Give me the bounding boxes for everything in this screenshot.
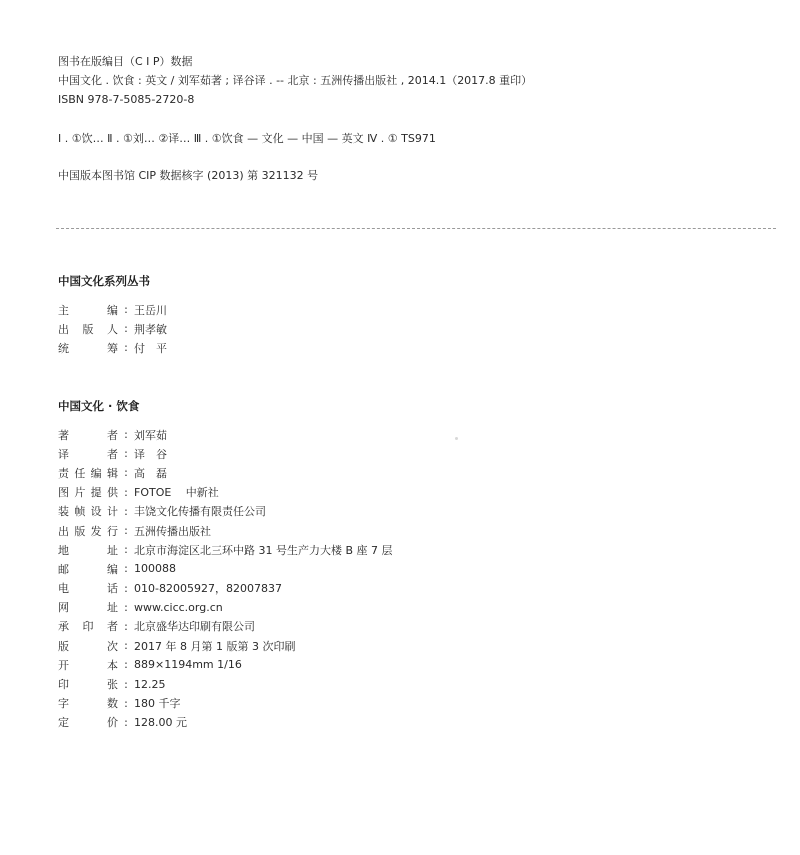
credit-label-char: 著 — [58, 428, 69, 442]
credit-label — [58, 695, 118, 711]
credit-row — [58, 559, 393, 578]
credit-label-char: 行 — [106, 524, 118, 538]
credit-row — [58, 598, 393, 617]
credit-label-char: 任 — [74, 466, 86, 480]
dashed-divider — [56, 228, 776, 229]
scan-speck — [455, 437, 458, 440]
credit-label-char: 网 — [58, 601, 69, 615]
cip-bibliographic-line: 中国文化 . 饮食 : 英文 / 刘军茹著 ; 译谷译 . -- 北京 : 五洲传播出版社 , 2014.1（2017.8 重印） — [58, 74, 533, 87]
credit-label-char: 址 — [107, 543, 118, 557]
series-credits — [58, 300, 167, 357]
credit-value: 高 磊 — [134, 466, 167, 480]
credit-label — [58, 302, 118, 318]
credit-label-char: 版 — [82, 322, 94, 336]
credit-label — [58, 580, 118, 596]
credit-label — [58, 340, 118, 356]
credit-label-char: 张 — [107, 678, 118, 692]
credit-label — [58, 427, 118, 443]
credit-row — [58, 463, 393, 482]
credit-row — [58, 425, 393, 444]
credit-label — [58, 618, 118, 634]
credit-label-char: 帧 — [74, 505, 86, 519]
credit-row — [58, 694, 393, 713]
credit-label-char: 版 — [74, 524, 86, 538]
credit-value: 付 平 — [134, 341, 167, 355]
credit-label — [58, 657, 118, 673]
cip-record-number: 中国版本图书馆 CIP 数据核字 (2013) 第 321132 号 — [58, 169, 319, 182]
credit-colon: : — [124, 428, 128, 442]
cip-heading: 图书在版编目（C I P）数据 — [58, 55, 193, 68]
credit-value: 译 谷 — [134, 447, 167, 461]
credit-value: 2017 年 8 月第 1 版第 3 次印刷 — [134, 639, 296, 653]
credit-label-char: 字 — [58, 697, 69, 711]
credit-label-char: 版 — [58, 639, 69, 653]
credit-value: www.cicc.org.cn — [134, 600, 223, 614]
credit-label-char: 出 — [58, 524, 69, 538]
credit-label-char: 者 — [107, 428, 118, 442]
credit-label-char: 计 — [106, 505, 118, 519]
credit-row — [58, 540, 393, 559]
credit-label-char: 图 — [58, 486, 69, 500]
credit-value: 180 千字 — [134, 697, 181, 711]
series-title: 中国文化系列丛书 — [58, 274, 150, 288]
credit-colon: : — [124, 696, 128, 710]
credit-label-char: 者 — [107, 447, 118, 461]
credit-row — [58, 655, 393, 674]
credit-label-char: 印 — [58, 678, 69, 692]
book-title: 中国文化 · 饮食 — [58, 399, 140, 413]
credit-row — [58, 617, 393, 636]
credit-value: 12.25 — [134, 677, 166, 691]
credit-label-char: 址 — [107, 601, 118, 615]
credit-label-char: 供 — [106, 486, 118, 500]
credit-label-char: 数 — [107, 697, 118, 711]
credit-row — [58, 502, 393, 521]
credit-colon: : — [124, 600, 128, 614]
credit-value: 010-82005927，82007837 — [134, 582, 282, 596]
credit-label — [58, 542, 118, 558]
credit-label-char: 定 — [58, 716, 69, 730]
credit-label-char: 编 — [90, 466, 102, 480]
credit-value: 五洲传播出版社 — [134, 524, 211, 538]
credit-label-char: 邮 — [58, 562, 69, 576]
credit-label-char: 次 — [107, 639, 118, 653]
credit-label-char: 编 — [107, 303, 118, 317]
credit-label — [58, 321, 118, 337]
credit-colon: : — [124, 677, 128, 691]
credit-colon: : — [124, 524, 128, 538]
credit-colon: : — [124, 543, 128, 557]
credit-label-char: 提 — [90, 486, 102, 500]
credit-row — [58, 444, 393, 463]
credit-label-char: 主 — [58, 303, 69, 317]
credit-label-char: 编 — [107, 562, 118, 576]
credit-colon: : — [124, 619, 128, 633]
credit-label-char: 承 — [58, 620, 69, 634]
cip-classification: Ⅰ . ①饮… Ⅱ . ①刘… ②译… Ⅲ . ①饮食 — 文化 — 中国 — 英文 Ⅳ . ① TS971 — [58, 132, 436, 145]
credit-label — [58, 523, 118, 539]
credit-label-char: 地 — [58, 543, 69, 557]
credit-label-char: 开 — [58, 658, 69, 672]
credit-value: 889×1194mm 1/16 — [134, 658, 242, 672]
credit-label-char: 人 — [107, 322, 118, 336]
credit-label — [58, 638, 118, 654]
credit-label — [58, 484, 118, 500]
credit-value: 王岳川 — [134, 303, 167, 317]
credit-row — [58, 300, 167, 319]
credit-label — [58, 561, 118, 577]
credit-label-char: 印 — [82, 620, 94, 634]
credit-value: 北京市海淀区北三环中路 31 号生产力大楼 B 座 7 层 — [134, 543, 393, 557]
credit-colon: : — [124, 341, 128, 354]
credit-label — [58, 503, 118, 519]
credit-colon: : — [124, 447, 128, 461]
credit-colon: : — [124, 658, 128, 672]
credit-label-char: 片 — [74, 486, 86, 500]
credit-colon: : — [124, 322, 128, 335]
credit-label — [58, 465, 118, 481]
credit-label-char: 辑 — [106, 466, 118, 480]
credit-label-char: 译 — [58, 447, 69, 461]
credit-row — [58, 713, 393, 732]
credit-label — [58, 599, 118, 615]
credit-label-char: 责 — [58, 466, 69, 480]
credit-label-char: 筹 — [107, 341, 118, 355]
credit-label-char: 统 — [58, 341, 69, 355]
credit-row — [58, 579, 393, 598]
credit-colon: : — [124, 485, 128, 499]
credit-label-char: 者 — [107, 620, 118, 634]
credit-label-char: 发 — [90, 524, 102, 538]
credit-value: 北京盛华达印刷有限公司 — [134, 620, 255, 634]
credit-row — [58, 674, 393, 693]
credit-row — [58, 319, 167, 338]
credit-label — [58, 714, 118, 730]
credit-label-char: 出 — [58, 322, 69, 336]
credit-label-char: 价 — [107, 716, 118, 730]
credit-value: 荆孝敏 — [134, 322, 167, 336]
credit-value: 丰饶文化传播有限责任公司 — [134, 505, 266, 519]
credit-colon: : — [124, 581, 128, 595]
credit-row — [58, 338, 167, 357]
book-credits — [58, 425, 393, 732]
credit-row — [58, 636, 393, 655]
credit-colon: : — [124, 504, 128, 518]
cip-isbn: ISBN 978-7-5085-2720-8 — [58, 93, 195, 106]
credit-colon: : — [124, 715, 128, 729]
credit-row — [58, 521, 393, 540]
credit-colon: : — [124, 562, 128, 576]
credit-label-char: 话 — [107, 582, 118, 596]
credit-label — [58, 446, 118, 462]
credit-value: 128.00 元 — [134, 716, 187, 730]
credit-colon: : — [124, 639, 128, 653]
credit-label-char: 电 — [58, 582, 69, 596]
credit-value: FOTOE 中新社 — [134, 486, 219, 500]
credit-label-char: 设 — [90, 505, 102, 519]
credit-value: 100088 — [134, 562, 176, 576]
credit-label-char: 装 — [58, 505, 69, 519]
cip-block — [58, 52, 778, 185]
credit-colon: : — [124, 303, 128, 316]
credit-row — [58, 483, 393, 502]
credit-colon: : — [124, 466, 128, 480]
credit-label — [58, 676, 118, 692]
credit-label-char: 本 — [107, 658, 118, 672]
credit-value: 刘军茹 — [134, 428, 167, 442]
